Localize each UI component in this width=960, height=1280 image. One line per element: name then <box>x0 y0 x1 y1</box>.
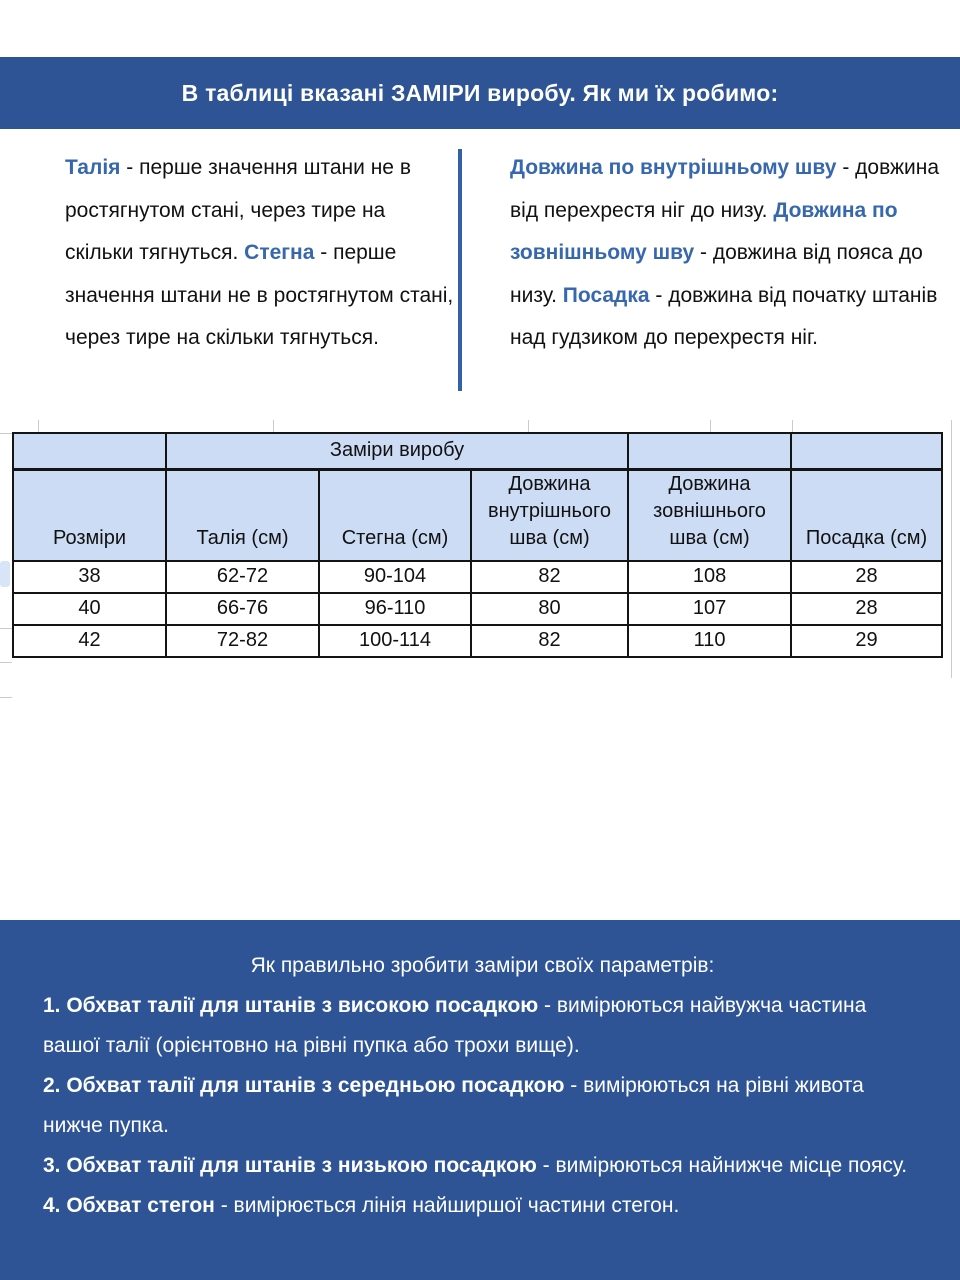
column-header-sizes: Розміри <box>13 469 166 561</box>
table-cell: 66-76 <box>166 593 319 625</box>
vertical-divider <box>458 149 462 391</box>
table-cell: 40 <box>13 593 166 625</box>
table-cell: 100-114 <box>319 625 471 657</box>
row-highlight-sliver <box>0 561 10 587</box>
gridline-tick <box>273 420 274 432</box>
gridline-edge <box>951 420 952 678</box>
table-cell: 82 <box>471 561 628 593</box>
definition-text: - перше значення штани не в ростягнутом стані, через тире на скільки тягнуться. <box>65 241 454 349</box>
gridline-tick <box>0 697 12 698</box>
measure-guide-item <box>43 1186 922 1226</box>
empty-cell <box>628 433 791 469</box>
definitions-section <box>0 147 960 397</box>
measure-guide-item-term: 3. Обхват талії для штанів з низькою посадкою <box>43 1154 537 1177</box>
table-cell: 62-72 <box>166 561 319 593</box>
banner-title: В таблиці вказані ЗАМІРИ виробу. Як ми їх робимо: <box>181 79 779 106</box>
table-cell: 72-82 <box>166 625 319 657</box>
measure-guide-item-text: - вимірюються найнижче місце поясу. <box>536 1154 908 1177</box>
column-header-hips: Стегна (см) <box>319 469 471 561</box>
table-row <box>13 625 942 657</box>
measure-guide-item-term: 4. Обхват стегон <box>43 1194 215 1217</box>
measure-guide-title: Як правильно зробити заміри своїх параметрів: <box>250 954 715 977</box>
table-row <box>13 561 942 593</box>
table-cell: 28 <box>791 561 942 593</box>
measure-guide-item-text: - вимірюється лінія найширшої частини стегон. <box>214 1194 680 1217</box>
definitions-left-column <box>65 147 457 360</box>
definition-term: Довжина по зовнішньому шву <box>510 198 898 264</box>
table-cell: 96-110 <box>319 593 471 625</box>
table-cell: 108 <box>628 561 791 593</box>
definition-text: - довжина від початку штанів над гудзиком до перехрестя ніг. <box>510 283 938 349</box>
measure-guide-item <box>43 1066 922 1146</box>
column-header-waist: Талія (см) <box>166 469 319 561</box>
table-cell: 82 <box>471 625 628 657</box>
empty-cell <box>13 433 166 469</box>
gridline-tick <box>0 628 12 629</box>
table-cell: 90-104 <box>319 561 471 593</box>
gridline-tick <box>38 420 39 432</box>
table-group-header-row <box>13 433 942 469</box>
table-group-header: Заміри виробу <box>166 433 628 469</box>
gridline-tick <box>710 420 711 432</box>
table-cell: 29 <box>791 625 942 657</box>
header-banner <box>0 57 960 129</box>
measure-guide-item <box>43 986 922 1066</box>
column-header-rise: Посадка (см) <box>791 469 942 561</box>
gridline-tick <box>0 662 12 663</box>
measure-guide-item-term: 1. Обхват талії для штанів з високою посадкою <box>43 994 539 1017</box>
table-cell: 28 <box>791 593 942 625</box>
table-cell: 110 <box>628 625 791 657</box>
definition-term: Талія <box>65 156 121 179</box>
table-cell: 80 <box>471 593 628 625</box>
column-header-inseam: Довжина внутрішнього шва (см) <box>471 469 628 561</box>
definition-text: - перше значення штани не в ростягнутом стані, через тире на скільки тягнуться. <box>65 156 411 264</box>
measure-guide-item <box>43 1146 922 1186</box>
size-table-section <box>0 420 960 700</box>
definition-term: Довжина по внутрішньому шву <box>510 156 837 179</box>
measure-guide-item-text: - вимірюються на рівні живота нижче пупка. <box>43 1074 864 1137</box>
gridline-tick <box>792 420 793 432</box>
column-header-outseam: Довжина зовнішнього шва (см) <box>628 469 791 561</box>
table-header-row <box>13 469 942 561</box>
table-cell: 42 <box>13 625 166 657</box>
definition-term: Стегна <box>244 241 315 264</box>
gridline-tick <box>528 420 529 432</box>
table-row <box>13 593 942 625</box>
measure-guide-section <box>0 920 960 1280</box>
empty-cell <box>791 433 942 469</box>
table-cell: 107 <box>628 593 791 625</box>
definitions-right-column <box>510 147 946 360</box>
table-cell: 38 <box>13 561 166 593</box>
size-table <box>12 432 943 658</box>
gridline-tick <box>0 433 12 434</box>
definition-text: - довжина від перехрестя ніг до низу. <box>510 156 940 222</box>
measure-guide-item-text: - вимірюються найвужча частина вашої талії (орієнтовно на рівні пупка або трохи вище). <box>43 994 867 1057</box>
definition-text: - довжина від пояса до низу. <box>510 241 923 307</box>
definition-term: Посадка <box>562 283 650 307</box>
measure-guide-item-term: 2. Обхват талії для штанів з середньою посадкою <box>43 1074 565 1097</box>
